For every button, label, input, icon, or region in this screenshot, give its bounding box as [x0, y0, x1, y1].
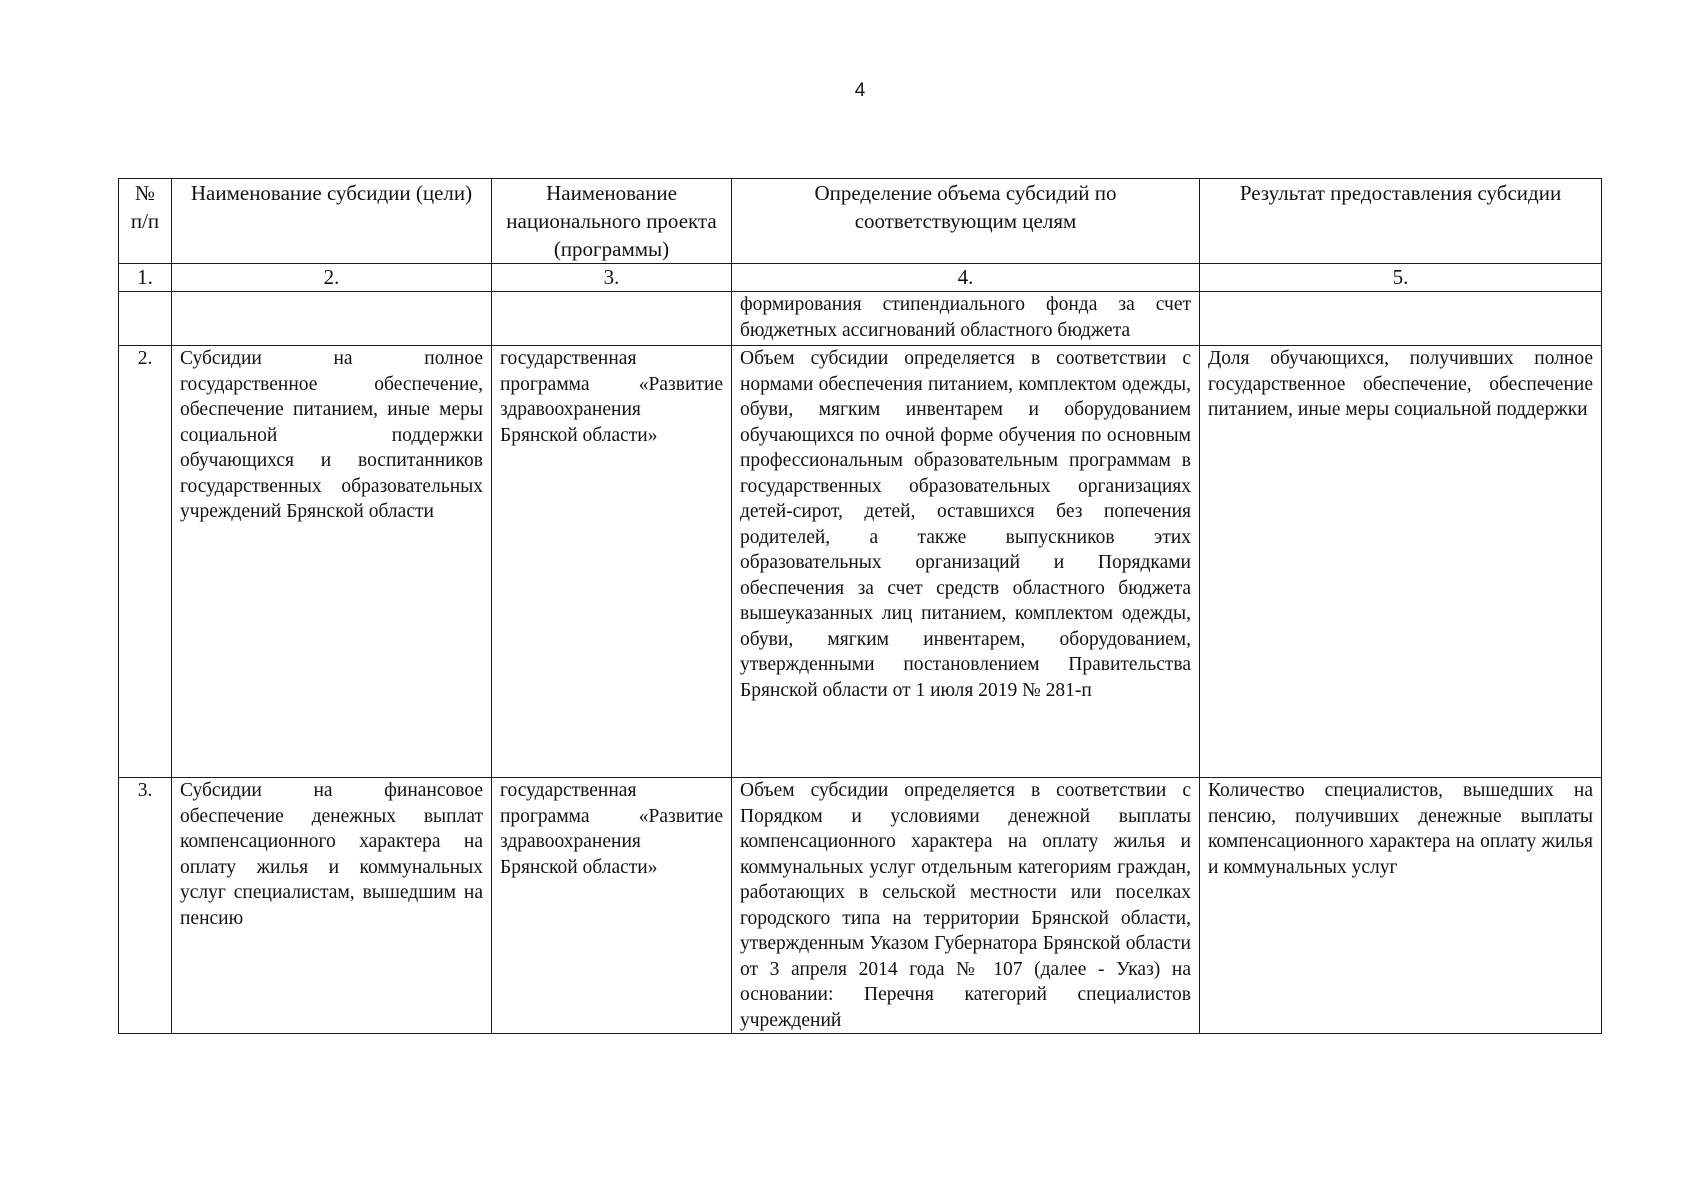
- header-cell-result: Результат предоставления субсидии: [1200, 179, 1602, 264]
- column-number-cell: 4.: [732, 264, 1200, 292]
- row-number-cell: 2.: [119, 346, 172, 778]
- table-row: [119, 292, 1602, 346]
- national-project-cell: [492, 292, 732, 346]
- header-cell-volume-definition: Определение объема субсидий по соответствующим целям: [732, 179, 1200, 264]
- subsidy-name-cell: Субсидии на полное государственное обеспечение, обеспечение питанием, иные меры социальной поддержки обучающихся и воспитанников государственных образовательных учреждений Брянской области: [172, 346, 492, 778]
- result-cell: [1200, 292, 1602, 346]
- volume-definition-cell: формирования стипендиального фонда за счет бюджетных ассигнований областного бюджета: [732, 292, 1200, 346]
- subsidy-name-cell: [172, 292, 492, 346]
- header-cell-number: № п/п: [119, 179, 172, 264]
- subsidy-name-cell: Субсидии на финансовое обеспечение денежных выплат компенсационного характера на оплату жилья и коммунальных услуг специалистам, вышедшим на пенсию: [172, 778, 492, 1034]
- national-project-cell: государственная программа «Развитие здравоохранения Брянской области»: [492, 346, 732, 778]
- result-cell: Количество специалистов, вышедших на пенсию, получивших денежные выплаты компенсационного характера на оплату жилья и коммунальных услуг: [1200, 778, 1602, 1034]
- page-number: 4: [854, 80, 866, 101]
- subsidy-table: [118, 178, 1602, 1034]
- column-number-cell: 3.: [492, 264, 732, 292]
- header-cell-subsidy-name: Наименование субсидии (цели): [172, 179, 492, 264]
- volume-definition-cell: Объем субсидии определяется в соответствии с Порядком и условиями денежной выплаты компенсационного характера на оплату жилья и коммунальных услуг отдельным категориям граждан, работающих в сельской местности или поселках городского типа на территории Брянской области, утвержденным Указом Губернатора Брянской области от 3 апреля 2014 года № 107 (далее - Указ) на основании: Перечня категорий специалистов учреждений: [732, 778, 1200, 1034]
- table-row: [119, 778, 1602, 1034]
- table-row: [119, 346, 1602, 778]
- row-number-cell: 3.: [119, 778, 172, 1034]
- table-header-row: [119, 179, 1602, 264]
- volume-definition-cell: Объем субсидии определяется в соответствии с нормами обеспечения питанием, комплектом одежды, обуви, мягким инвентарем и оборудованием обучающихся по очной форме обучения по основным профессиональным образовательным программам в государственных образовательных организациях детей-сирот, детей, оставшихся без попечения родителей, а также выпускников этих образовательных организаций и Порядками обеспечения за счет средств областного бюджета вышеуказанных лиц питанием, комплектом одежды, обуви, мягким инвентарем, оборудованием, утвержденными постановлением Правительства Брянской области от 1 июля 2019 № 281-п: [732, 346, 1200, 778]
- column-number-cell: 1.: [119, 264, 172, 292]
- column-number-cell: 5.: [1200, 264, 1602, 292]
- row-number-cell: [119, 292, 172, 346]
- column-number-row: [119, 264, 1602, 292]
- column-number-cell: 2.: [172, 264, 492, 292]
- result-cell: Доля обучающихся, получивших полное государственное обеспечение, обеспечение питанием, иные меры социальной поддержки: [1200, 346, 1602, 778]
- header-cell-national-project: Наименование национального проекта (программы): [492, 179, 732, 264]
- national-project-cell: государственная программа «Развитие здравоохранения Брянской области»: [492, 778, 732, 1034]
